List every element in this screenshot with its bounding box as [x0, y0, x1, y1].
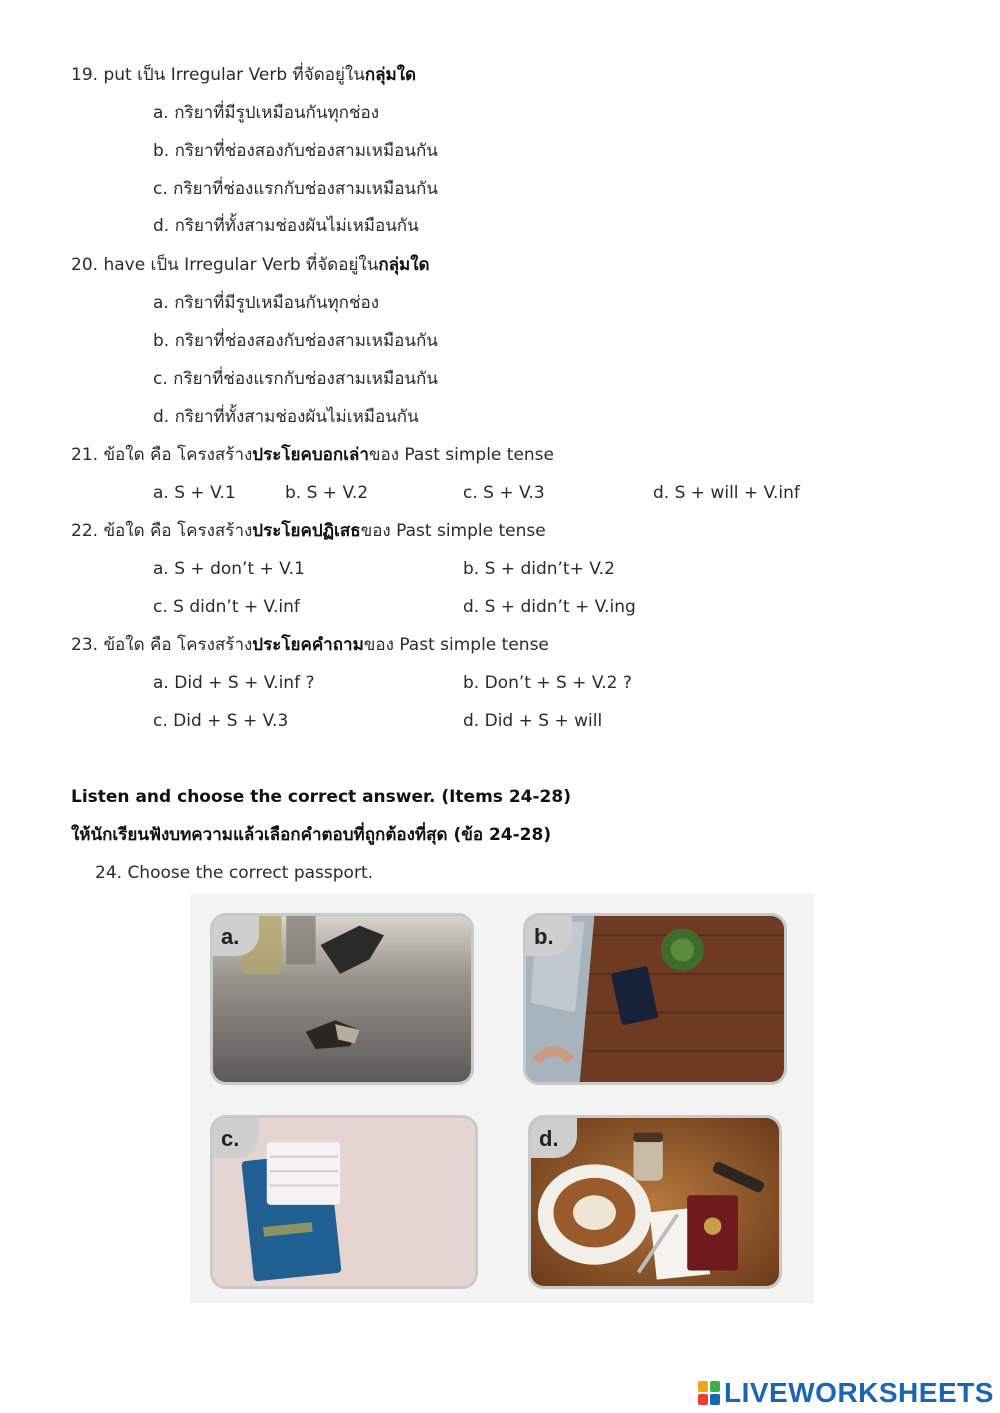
liveworksheets-wordmark: LIVEWORKSHEETS: [724, 1377, 994, 1408]
passport-photo-grid: [190, 893, 814, 1303]
question-19-stem: 19. put เป็น Irregular Verb ที่จัดอยู่ในกลุ่มใด: [71, 65, 417, 85]
photo-option-c[interactable]: [210, 1115, 478, 1289]
q22-option-a[interactable]: a. S + don’t + V.1: [153, 559, 305, 579]
q21-option-d[interactable]: d. S + will + V.inf: [653, 483, 800, 503]
q22-option-d[interactable]: d. S + didn’t + V.ing: [463, 597, 636, 617]
q23-option-b[interactable]: b. Don’t + S + V.2 ?: [463, 673, 632, 693]
question-21-stem: 21. ข้อใด คือ โครงสร้างประโยคบอกเล่าของ Past simple tense: [71, 445, 554, 465]
photo-option-d[interactable]: [528, 1115, 782, 1289]
q20-option-b[interactable]: b. กริยาที่ช่องสองกับช่องสามเหมือนกัน: [153, 331, 438, 351]
section-title-th: ให้นักเรียนฟังบทความแล้วเลือกคำตอบที่ถูกต้องที่สุด (ข้อ 24-28): [71, 825, 552, 845]
q22-option-c[interactable]: c. S didn’t + V.inf: [153, 597, 300, 617]
q19-option-a[interactable]: a. กริยาที่มีรูปเหมือนกันทุกช่อง: [153, 103, 380, 123]
q23-option-c[interactable]: c. Did + S + V.3: [153, 711, 289, 731]
question-23-stem: 23. ข้อใด คือ โครงสร้างประโยคคำถามของ Past simple tense: [71, 635, 549, 655]
q22-option-b[interactable]: b. S + didn’t+ V.2: [463, 559, 615, 579]
option-label-c: c.: [213, 1118, 259, 1158]
liveworksheets-logo: [698, 1378, 994, 1408]
q19-option-c[interactable]: c. กริยาที่ช่องแรกกับช่องสามเหมือนกัน: [153, 179, 438, 199]
q20-option-a[interactable]: a. กริยาที่มีรูปเหมือนกันทุกช่อง: [153, 293, 380, 313]
question-20-stem: 20. have เป็น Irregular Verb ที่จัดอยู่ในกลุ่มใด: [71, 255, 430, 275]
q19-option-b[interactable]: b. กริยาที่ช่องสองกับช่องสามเหมือนกัน: [153, 141, 438, 161]
q21-option-c[interactable]: c. S + V.3: [463, 483, 545, 503]
option-label-a: a.: [213, 916, 259, 956]
q20-option-c[interactable]: c. กริยาที่ช่องแรกกับช่องสามเหมือนกัน: [153, 369, 438, 389]
option-label-d: d.: [531, 1118, 577, 1158]
q21-option-a[interactable]: a. S + V.1: [153, 483, 236, 503]
q23-option-d[interactable]: d. Did + S + will: [463, 711, 603, 731]
photo-option-a[interactable]: [210, 913, 474, 1085]
question-22-stem: 22. ข้อใด คือ โครงสร้างประโยคปฏิเสธของ Past simple tense: [71, 521, 546, 541]
option-label-b: b.: [526, 916, 572, 956]
q23-option-a[interactable]: a. Did + S + V.inf ?: [153, 673, 315, 693]
liveworksheets-logo-icon: [698, 1381, 720, 1405]
question-24-stem: 24. Choose the correct passport.: [95, 863, 374, 883]
photo-option-b[interactable]: [523, 913, 787, 1085]
q21-option-b[interactable]: b. S + V.2: [285, 483, 369, 503]
q19-option-d[interactable]: d. กริยาที่ทั้งสามช่องผันไม่เหมือนกัน: [153, 216, 419, 236]
q20-option-d[interactable]: d. กริยาที่ทั้งสามช่องผันไม่เหมือนกัน: [153, 407, 419, 427]
section-title-en: Listen and choose the correct answer. (Items 24-28): [71, 787, 571, 807]
